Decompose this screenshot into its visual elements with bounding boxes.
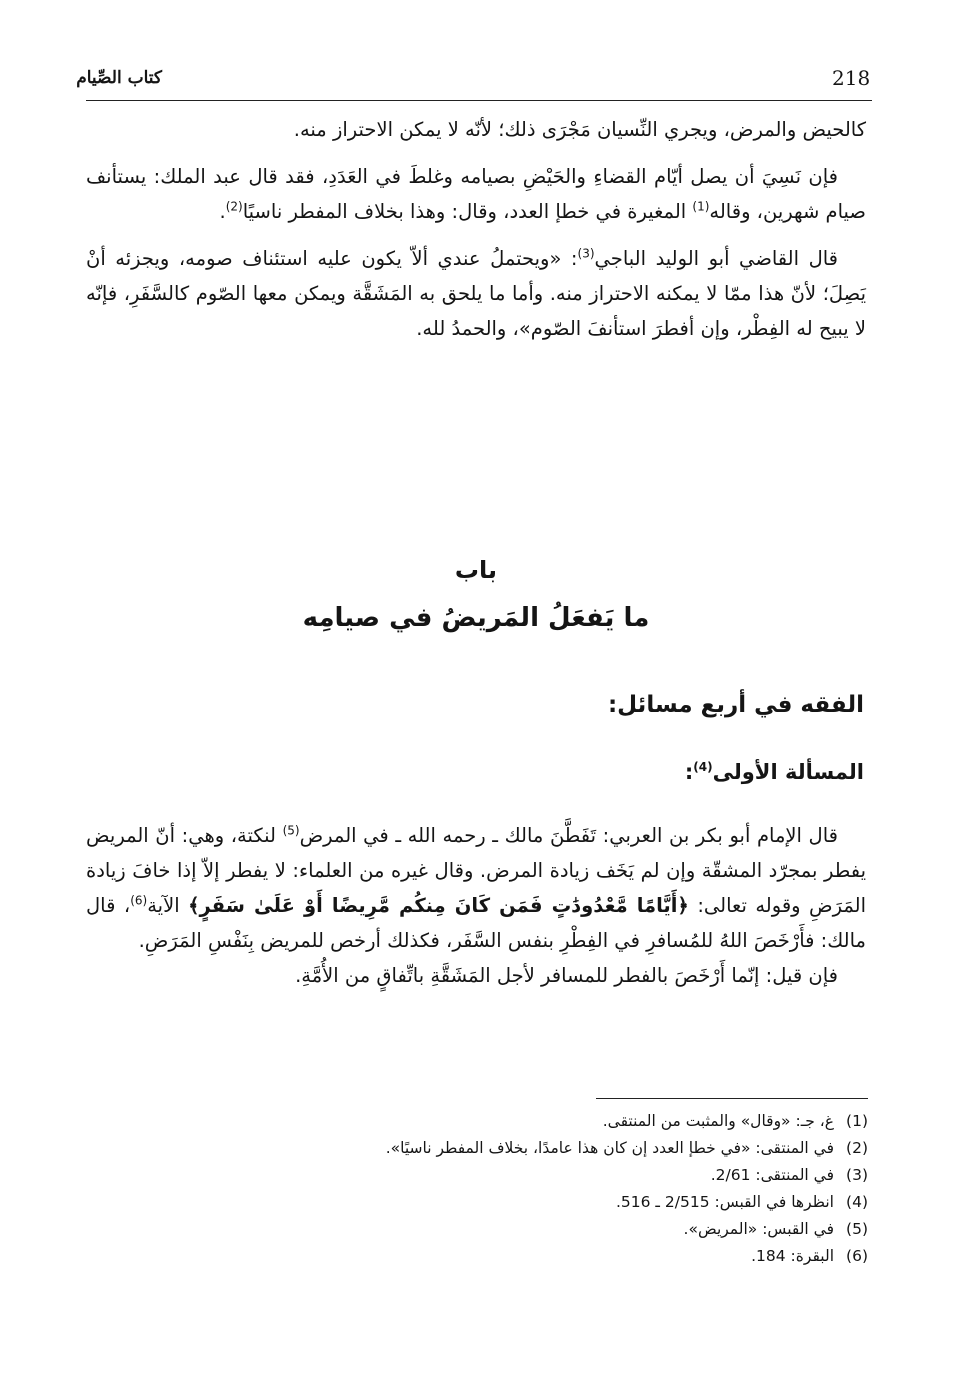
- footnote-text: غ، جـ: «وقال» والمثبت من المنتقى.: [602, 1112, 834, 1130]
- footnote-number: (4): [846, 1193, 868, 1211]
- footnote-item: [168, 1243, 868, 1270]
- footnote-ref-3[interactable]: (3): [577, 246, 595, 261]
- footnote-text: في القبس: «المريض».: [683, 1220, 834, 1238]
- header-rule: [86, 100, 872, 101]
- page-number: 218: [832, 66, 871, 90]
- text-run: لنكتة، وهي: أنّ المريض يفطر بمجرّد المشقّة وإن لم يَخَف زيادة المرض. وقال غيره من العلماء: لا يفطر إلاّ إذا خافَ زيادة المَرَضِ وقوله تعالى:: [86, 824, 866, 917]
- paragraph-objection: فإن قيل: إنّما أَرْخَصَ بالفطر للمسافر لأجل المَشَقَّةِ باتِّفاقٍ من الأُمَّةِ.: [295, 964, 838, 987]
- footnote-ref-6[interactable]: (6): [130, 893, 148, 908]
- footnote-ref-2[interactable]: (2): [225, 199, 243, 214]
- footnote-text: في المنتقى: 2/61.: [710, 1166, 834, 1184]
- section-heading: الفقه في أربع مسائل:: [607, 692, 864, 718]
- footnote-number: (1): [846, 1112, 868, 1130]
- paragraph-forgetting: [86, 159, 866, 229]
- footnote-ref-5[interactable]: (5): [282, 823, 300, 838]
- footnote-item: [168, 1135, 868, 1162]
- footnote-text: في المنتقى: «في خطإ العدد إن كان هذا عامدًا، بخلاف المفطر ناسيًا».: [385, 1139, 834, 1157]
- footnote-item: [168, 1189, 868, 1216]
- text-run: ، قال مالك: فأَرْخَصَ اللهُ للمُسافرِ في الفِطْرِ بنفس السَّفَر، فكذلك أرخص للمريض بِنَفْسِ المَرَضِ.: [86, 894, 866, 952]
- paragraph-continuation: كالحيض والمرض، ويجري النِّسيان مَجْرَى ذلك؛ لأنّه لا يمكن الاحتراز منه.: [293, 118, 866, 141]
- text-run: الآية: [147, 894, 189, 917]
- footnote-text: البقرة: 184.: [751, 1247, 834, 1265]
- footnote-text: انظرها في القبس: 2/515 ـ 516.: [615, 1193, 834, 1211]
- footnote-item: [168, 1108, 868, 1135]
- footnote-number: (2): [846, 1139, 868, 1157]
- main-text-block: [86, 818, 866, 993]
- footnote-ref-4[interactable]: (4): [693, 760, 713, 774]
- footnote-number: (3): [846, 1166, 868, 1184]
- text-run: فإن نَسِيَ أن يصل أيّام القضاءِ والحَيْضِ بصيامه وغلطَ في العَدَدِ، فقد قال عبد الملك: يستأنف صيام شهرين، وقاله: [86, 165, 866, 223]
- quran-verse: ﴿أَيَّامًا مَّعْدُودَٰتٍ فَمَن كَانَ مِنكُم مَّرِيضًا أَوْ عَلَىٰ سَفَرٍ﴾: [188, 894, 689, 917]
- footnote-number: (6): [846, 1247, 868, 1265]
- issue-colon: :: [684, 760, 694, 784]
- text-run: قال الإمام أبو بكر بن العربي: تَفَطَّنَ مالك ـ رحمه الله ـ في المرض: [299, 824, 838, 847]
- chapter-label: باب: [454, 556, 498, 584]
- text-run: المغيرة في خطإ العدد، وقال: وهذا بخلاف المفطر ناسيًا: [242, 200, 693, 223]
- top-text-block: [86, 112, 866, 346]
- issue-heading: [685, 760, 864, 784]
- text-run: .: [219, 200, 226, 223]
- text-run: قال القاضي أبو الوليد الباجي: [594, 247, 839, 270]
- text-run: : «ويحتملُ عندي ألاّ يكون عليه استئناف صومه، ويجزئه أنْ يَصِلَ؛ لأنّ هذا ممّا لا يمكنه الاحتراز منه. وأما ما يلحق به المَشَقَّة ويمكن معها الصّوم كالسَّفَرِ، فإنّه لا يبيح له الفِطْر، وإن أفطرَ استأنفَ الصّوم»، والحمدُ لله.: [86, 247, 866, 340]
- footnote-number: (5): [846, 1220, 868, 1238]
- running-header-title: كتاب الصِّيام: [76, 68, 162, 88]
- chapter-title: ما يَفعَلُ المَريضُ في صيامِه: [302, 603, 650, 633]
- footnote-item: [168, 1216, 868, 1243]
- paragraph-ibn-arabi: [86, 818, 866, 958]
- footnote-ref-1[interactable]: (1): [692, 199, 710, 214]
- footnote-rule: [596, 1098, 868, 1099]
- paragraph-baji-quote: [86, 241, 866, 346]
- issue-label: المسألة الأولى: [712, 760, 864, 784]
- footnote-item: [168, 1162, 868, 1189]
- footnotes: [168, 1108, 868, 1270]
